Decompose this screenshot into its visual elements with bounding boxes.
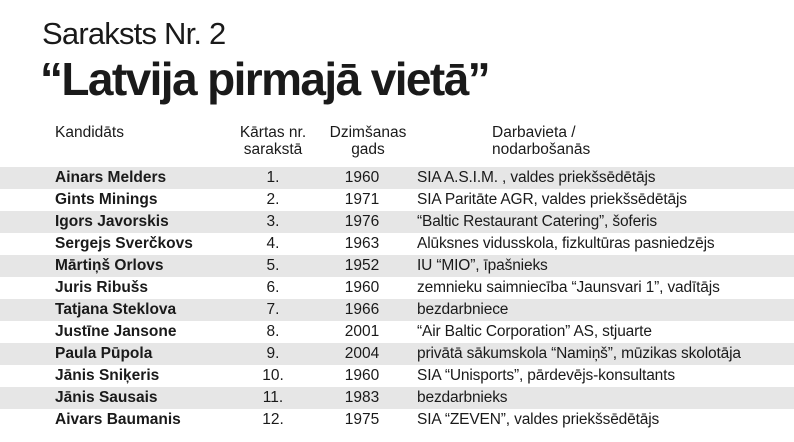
candidate-occupation: SIA “Unisports”, pārdevējs-konsultants: [417, 367, 675, 384]
candidate-occupation: “Air Baltic Corporation” AS, stjuarte: [417, 323, 652, 340]
candidate-occupation: Alūksnes vidusskola, fizkultūras pasniedzējs: [417, 235, 715, 252]
table-row: [0, 189, 794, 211]
candidate-birth-year: 1983: [344, 389, 380, 406]
candidate-occupation: bezdarbniece: [417, 301, 509, 318]
candidate-birth-year: 1960: [344, 367, 380, 384]
candidate-number: 11.: [262, 389, 284, 406]
table-row: [0, 167, 794, 189]
candidate-number: 3.: [266, 213, 280, 230]
column-header-birth-year: Dzimšanas gads: [329, 124, 407, 158]
candidate-name: Tatjana Steklova: [55, 301, 177, 318]
list-subtitle: Saraksts Nr. 2: [42, 16, 226, 51]
table-row: [0, 211, 794, 233]
candidate-number: 1.: [266, 169, 280, 186]
candidate-name: Gints Minings: [55, 191, 158, 208]
candidate-occupation: SIA A.S.I.M. , valdes priekšsēdētājs: [417, 169, 656, 186]
table-row: [0, 321, 794, 343]
candidate-name: Justīne Jansone: [55, 323, 177, 340]
candidate-birth-year: 1960: [344, 169, 380, 186]
column-header-name: Kandidāts: [55, 124, 124, 141]
column-header-number: Kārtas nr. sarakstā: [239, 124, 307, 158]
table-row: [0, 277, 794, 299]
column-header-occupation: Darbavieta / nodarbošanās: [492, 124, 591, 158]
candidate-name: Mārtiņš Orlovs: [55, 257, 164, 274]
candidate-occupation: SIA Paritāte AGR, valdes priekšsēdētājs: [417, 191, 687, 208]
candidate-name: Jānis Sausais: [55, 389, 158, 406]
candidate-number: 2.: [266, 191, 280, 208]
candidate-name: Igors Javorskis: [55, 213, 169, 230]
candidate-number: 10.: [262, 367, 284, 384]
candidate-occupation: bezdarbnieks: [417, 389, 508, 406]
table-row: [0, 387, 794, 409]
candidate-birth-year: 2001: [344, 323, 380, 340]
candidate-number: 7.: [266, 301, 280, 318]
candidate-birth-year: 1966: [344, 301, 380, 318]
candidate-name: Ainars Melders: [55, 169, 167, 186]
candidate-occupation: zemnieku saimniecība “Jaunsvari 1”, vadītājs: [417, 279, 720, 296]
candidate-number: 9.: [266, 345, 280, 362]
candidate-name: Aivars Baumanis: [55, 411, 181, 428]
table-row: [0, 299, 794, 321]
candidate-number: 4.: [266, 235, 280, 252]
list-title: “Latvija pirmajā vietā”: [40, 53, 489, 105]
candidate-name: Paula Pūpola: [55, 345, 153, 362]
candidate-occupation: SIA “ZEVEN”, valdes priekšsēdētājs: [417, 411, 660, 428]
table-row: [0, 233, 794, 255]
candidate-birth-year: 1975: [344, 411, 380, 428]
candidate-birth-year: 1952: [344, 257, 380, 274]
candidate-birth-year: 1976: [344, 213, 380, 230]
candidate-occupation: “Baltic Restaurant Catering”, šoferis: [417, 213, 657, 230]
table-row: [0, 255, 794, 277]
candidate-number: 8.: [266, 323, 280, 340]
candidate-name: Juris Ribušs: [55, 279, 149, 296]
candidate-occupation: privātā sākumskola “Namiņš”, mūzikas skolotāja: [417, 345, 741, 362]
candidate-name: Jānis Sniķeris: [55, 367, 160, 384]
column-headers: [0, 124, 794, 164]
candidate-birth-year: 1963: [344, 235, 380, 252]
candidate-birth-year: 1971: [344, 191, 380, 208]
candidate-birth-year: 1960: [344, 279, 380, 296]
table-row: [0, 365, 794, 387]
candidate-number: 12.: [262, 411, 284, 428]
candidate-name: Sergejs Sverčkovs: [55, 235, 193, 252]
table-row: [0, 409, 794, 431]
candidate-number: 5.: [266, 257, 280, 274]
table-row: [0, 343, 794, 365]
candidate-number: 6.: [266, 279, 280, 296]
candidate-table: [0, 167, 794, 431]
candidate-birth-year: 2004: [344, 345, 380, 362]
candidate-occupation: IU “MIO”, īpašnieks: [417, 257, 548, 274]
